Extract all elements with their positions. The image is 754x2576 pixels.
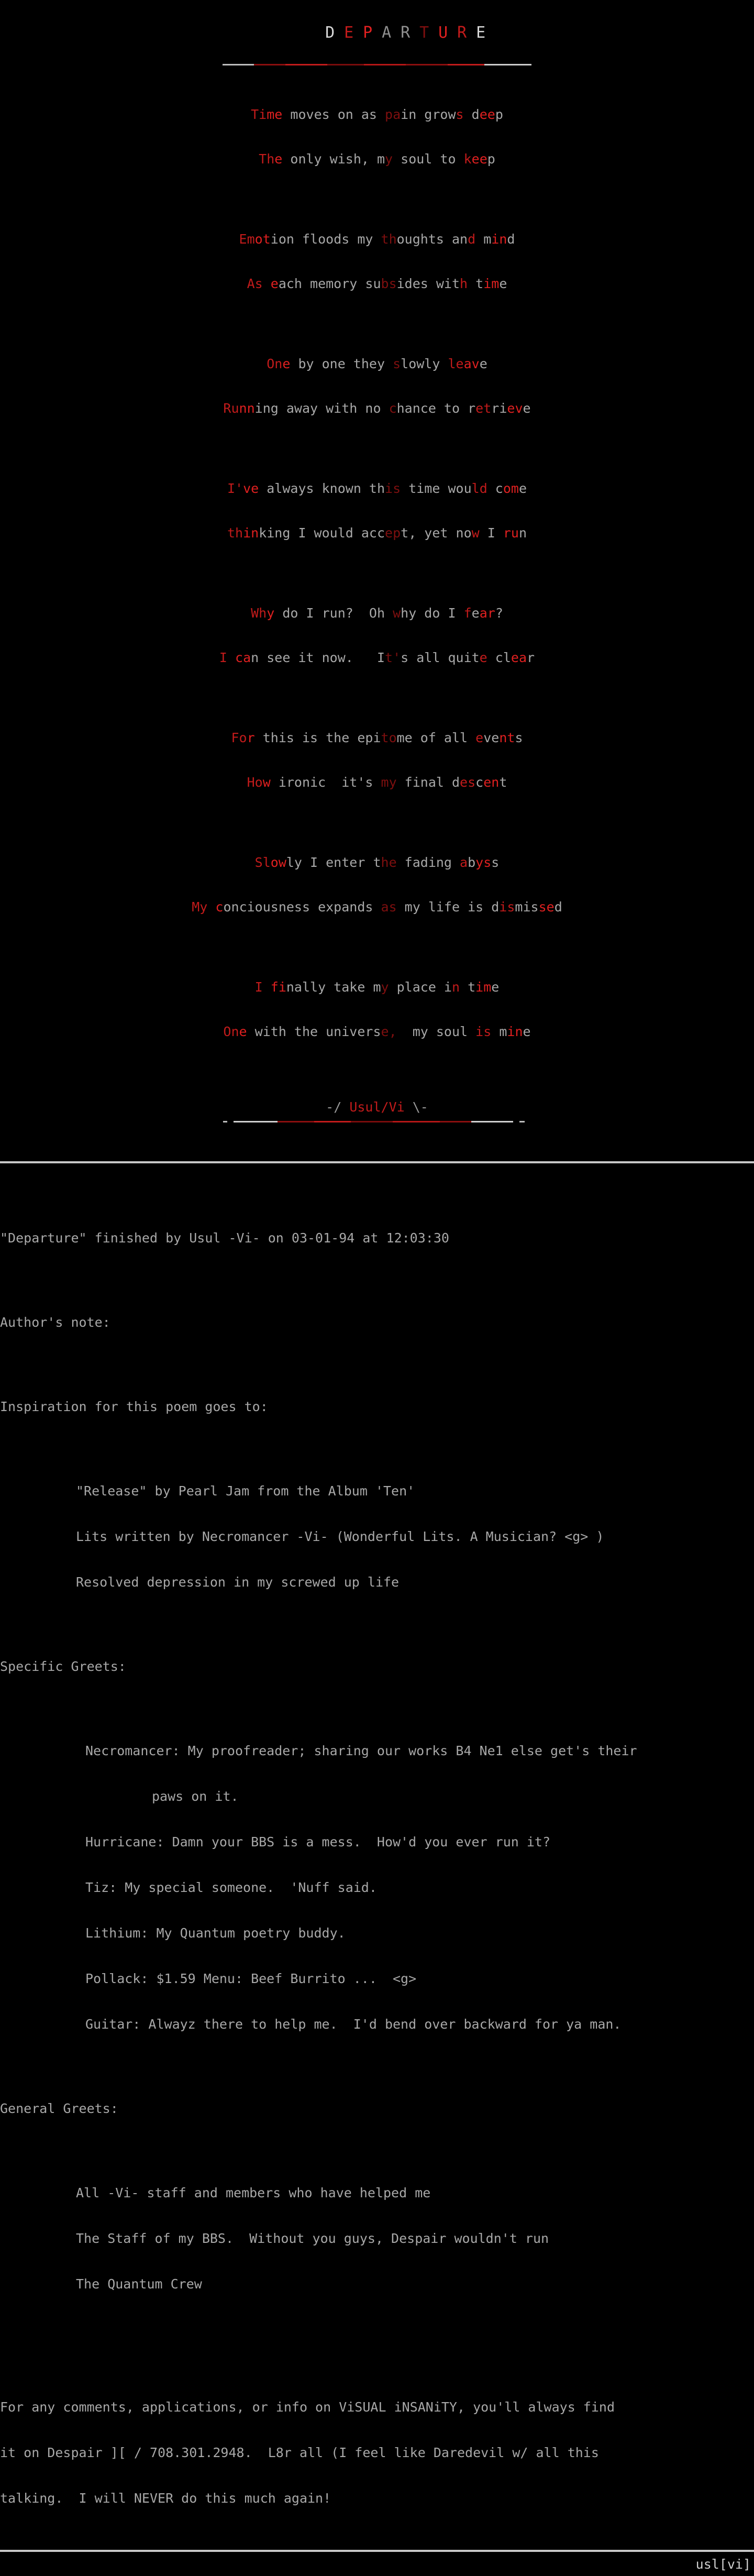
notes-section [0,1163,754,2534]
inspiration-item: "Release" by Pearl Jam from the Album 'Ten' [76,1483,415,1499]
section-gap [0,1138,754,1161]
greet-item: Tiz: My special someone. 'Nuff said. [85,1880,377,1895]
inspiration-item: Lits written by Necromancer -Vi- (Wonderful Lits. A Musician? <g> ) [76,1529,604,1544]
poem-line: How ironic it's my final descent [247,775,507,790]
closing-line: For any comments, applications, or info on ViSUAL iNSANiTY, you'll always find [0,2399,615,2415]
author-note-heading: Author's note: [0,1315,110,1330]
greet-item: Necromancer: My proofreader; sharing our works B4 Ne1 else get's their [85,1743,637,1758]
poem-line: Running away with no chance to retrieve [223,401,531,416]
poem-line: For this is the epitome of all events [231,730,523,745]
stanza-4 [0,453,754,568]
poem-line: I've always known this time would come [227,481,527,496]
poem-line: I finally take my place in time [254,979,500,995]
status-bar [0,2552,754,2576]
title-letter-2: P [363,24,373,42]
poem-line: I can see it now. It's all quite clear [219,650,535,665]
signature: -/ Usul/Vi \- [326,1099,428,1115]
general-greet-item: All -Vi- staff and members who have helped me [76,2185,431,2200]
stanza-8 [0,952,754,1067]
title-letter-8: E [476,24,486,42]
stanza-5 [0,578,754,693]
poem-line: One by one they slowly leave [267,356,487,371]
general-greets-heading: General Greets: [0,2101,118,2116]
title-letter-6: U [438,24,448,42]
page-title [0,9,754,57]
stanza-3 [0,328,754,444]
title-letter-4: R [401,24,411,42]
inspiration-item: Resolved depression in my screwed up life [76,1575,400,1590]
stanza-6 [0,702,754,818]
title-letter-5: T [419,24,429,42]
poem-line: Why do I run? Oh why do I fear? [251,606,503,621]
poem-line: Emotion floods my thoughts and mind [239,232,515,247]
closing-line: it on Despair ][ / 708.301.2948. L8r all (I feel like Daredevil w/ all this [0,2445,599,2460]
greet-item: Lithium: My Quantum poetry buddy. [85,1925,346,1941]
stanza-7 [0,827,754,942]
poem-line: One with the universe, my soul is mine [223,1024,531,1039]
title-letter-0: D [325,24,335,42]
poem-line: As each memory subsides with time [247,276,507,291]
greet-item: Guitar: Alwayz there to help me. I'd bend over backward for ya man. [85,2017,622,2032]
greet-item: Pollack: $1.59 Menu: Beef Burrito ... <g> [85,1971,417,1986]
poem-line: My conciousness expands as my life is dismissed [192,899,562,915]
finished-line: "Departure" finished by Usul -Vi- on 03-01-94 at 12:03:30 [0,1230,449,1246]
title-letter-1: E [344,24,354,42]
status-handle: usl[vi] [695,2556,751,2572]
title-letter-7: R [457,24,467,42]
closing-line: talking. I will NEVER do this much again! [0,2491,331,2506]
poem-line: thinking I would accept, yet now I run [227,525,527,541]
general-greet-item: The Quantum Crew [76,2276,202,2292]
general-greet-item: The Staff of my BBS. Without you guys, Despair wouldn't run [76,2231,549,2246]
poem-section [0,0,754,1138]
greet-item-continuation: paws on it. [152,1789,239,1804]
inspiration-heading: Inspiration for this poem goes to: [0,1399,268,1414]
greet-item: Hurricane: Damn your BBS is a mess. How'd you ever run it? [85,1834,551,1850]
title-letter-3: A [382,24,392,42]
signature-divider [220,1121,534,1122]
specific-greets-heading: Specific Greets: [0,1659,126,1674]
poem-line: Time moves on as pain grows deep [251,107,503,122]
stanza-1 [0,79,754,194]
poem-line: The only wish, my soul to keep [259,151,495,167]
poem-line: Slowly I enter the fading abyss [254,855,500,870]
stanza-2 [0,204,754,319]
